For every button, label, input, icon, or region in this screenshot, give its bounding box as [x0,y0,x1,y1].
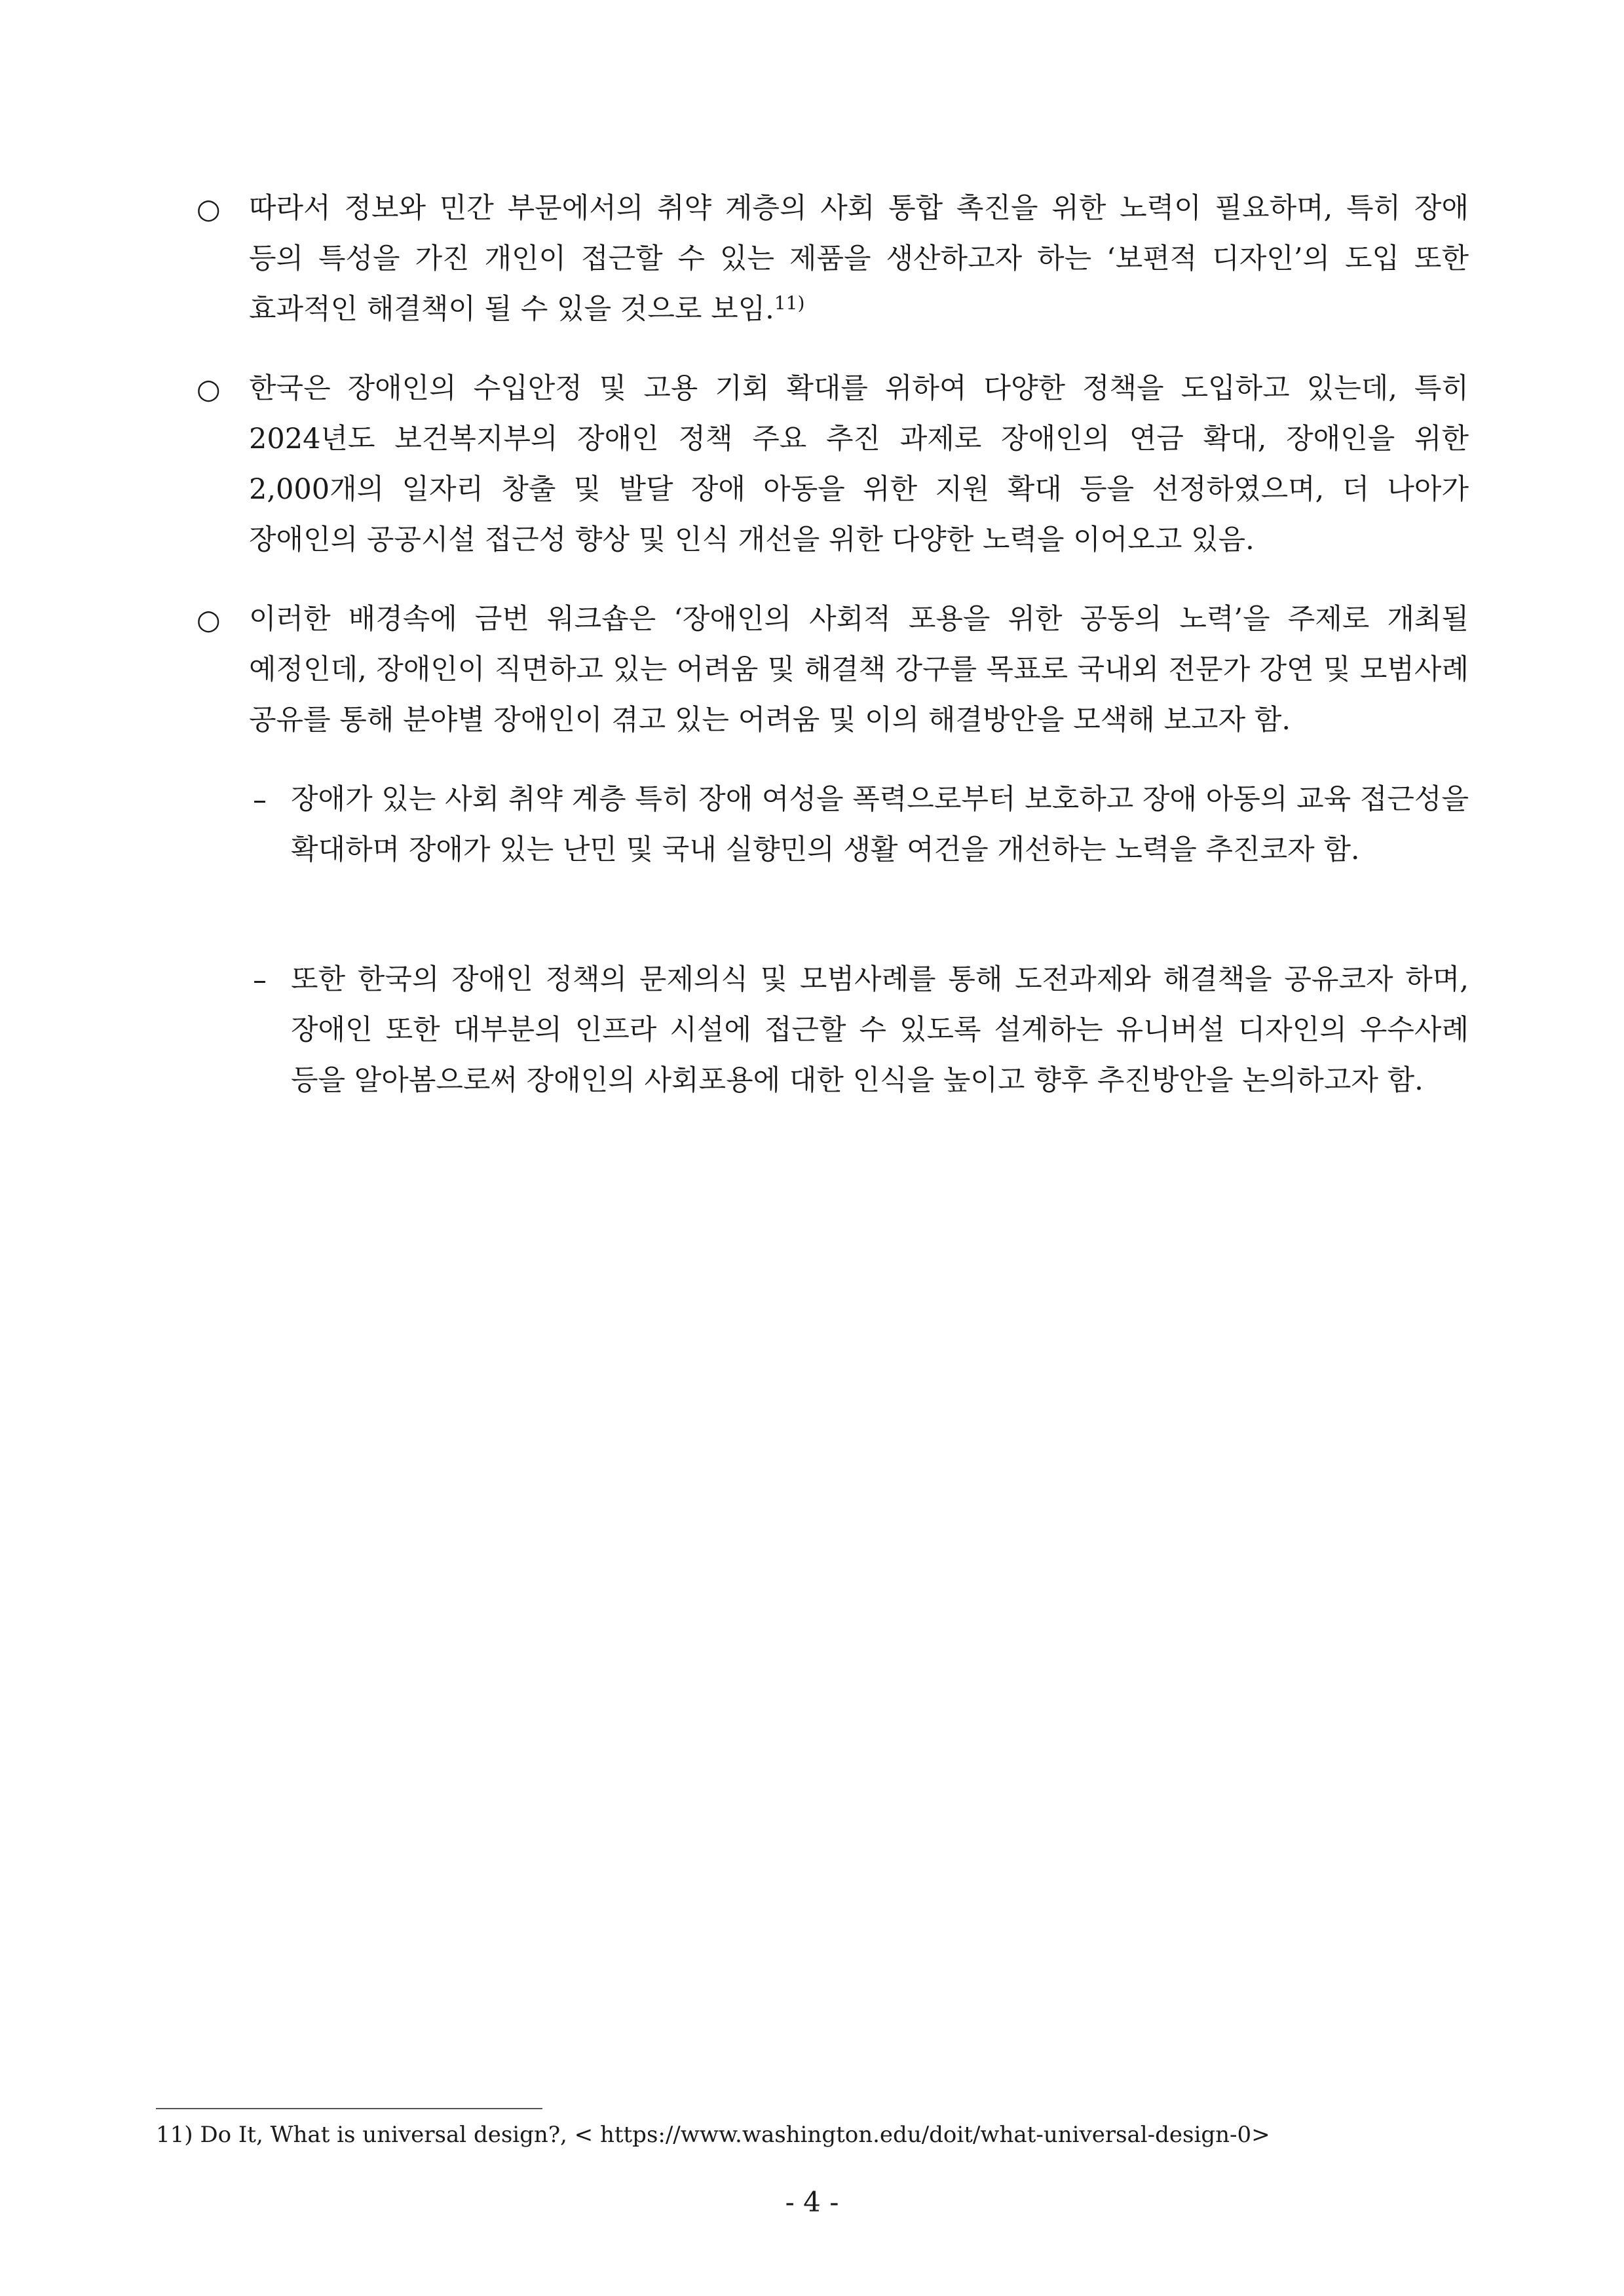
subitem-text: 또한 한국의 장애인 정책의 문제의식 및 모범사례를 통해 도전과제와 해결책을 공유코자 하며, 장애인 또한 대부분의 인프라 시설에 접근할 수 있도록 설계하는 유니버설 디자인의 우수사례 등을 알아봄으로써 장애인의 사회포용에 대한 인식을 높이고 향후 추진방안을 논의하고자 함. [291,963,1469,1097]
bullet-paragraph-workshop [197,594,1469,746]
circle-bullet-icon: ○ [197,193,221,225]
paragraph-text: 한국은 장애인의 수입안정 및 고용 기회 확대를 위하여 다양한 정책을 도입하고 있는데, 특히 2024년도 보건복지부의 장애인 정책 주요 추진 과제로 장애인의 연금 확대, 장애인을 위한 2,000개의 일자리 창출 및 발달 장애 아동을 위한 지원 확대 등을 선정하였으며, 더 나아가 장애인의 공공시설 접근성 향상 및 인식 개선을 위한 다양한 노력을 이어오고 있음. [249,372,1469,556]
bullet-paragraph-korea-policy [197,364,1469,565]
dash-item-best-practices [249,955,1469,1106]
paragraph-text: 이러한 배경속에 금번 워크숍은 ‘장애인의 사회적 포용을 위한 공동의 노력’을 주제로 개최될 예정인데, 장애인이 직면하고 있는 어려움 및 해결책 강구를 목표로 국내외 전문가 강연 및 모범사례 공유를 통해 분야별 장애인이 겪고 있는 어려움 및 이의 해결방안을 모색해 보고자 함. [249,603,1469,737]
dash-bullet-icon: – [253,964,267,996]
bullet-paragraph-universal-design [197,183,1469,335]
footnote-divider [156,2108,542,2109]
dash-bullet-icon: – [253,784,267,816]
page-number: - 4 - [785,2186,839,2218]
circle-bullet-icon: ○ [197,603,221,636]
dash-item-vulnerable-groups [249,775,1469,875]
footnote: 11) Do It, What is universal design?, < https://www.washington.edu/doit/what-universal-design-0> [156,2122,1270,2148]
subitem-text: 장애가 있는 사회 취약 계층 특히 장애 여성을 폭력으로부터 보호하고 장애 아동의 교육 접근성을 확대하며 장애가 있는 난민 및 국내 실향민의 생활 여건을 개선하는 노력을 추진코자 함. [291,783,1469,866]
circle-bullet-icon: ○ [197,373,221,405]
footnote-reference: 11) [774,292,805,314]
paragraph-text: 따라서 정보와 민간 부문에서의 취약 계층의 사회 통합 촉진을 위한 노력이 필요하며, 특히 장애 등의 특성을 가진 개인이 접근할 수 있는 제품을 생산하고자 하는 ‘보편적 디자인’의 도입 또한 효과적인 해결책이 될 수 있을 것으로 보임. [249,192,1469,326]
